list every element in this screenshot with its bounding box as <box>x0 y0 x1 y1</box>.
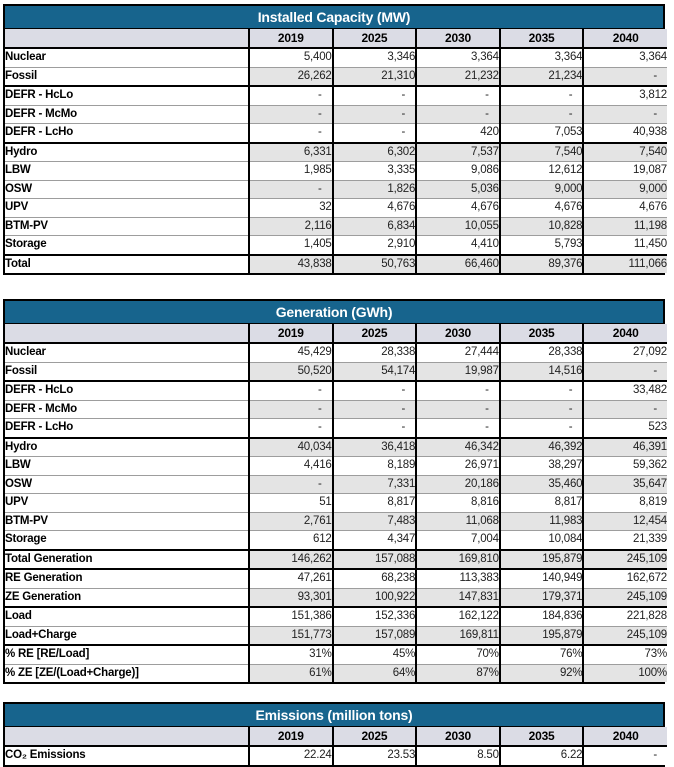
installed-capacity-table <box>3 4 665 275</box>
corner-cell <box>5 29 249 48</box>
data-cell: 11,983 <box>500 512 584 531</box>
data-cell: 4,676 <box>333 199 417 218</box>
data-cell: 195,879 <box>500 626 584 645</box>
table-row <box>5 512 667 531</box>
row-label: ZE Generation <box>5 588 249 607</box>
row-group <box>5 607 667 645</box>
data-cell: 31% <box>249 645 333 664</box>
data-cell: - <box>249 475 333 494</box>
data-cell: 46,392 <box>500 438 584 457</box>
row-group <box>5 343 667 381</box>
row-label: Load <box>5 607 249 626</box>
data-cell: 28,338 <box>333 343 417 362</box>
data-cell: 4,676 <box>416 199 500 218</box>
data-cell: - <box>249 105 333 124</box>
data-cell: 4,676 <box>500 199 584 218</box>
data-cell: 2,761 <box>249 512 333 531</box>
data-cell: 89,376 <box>500 255 584 274</box>
year-header: 2040 <box>583 324 667 343</box>
data-cell: 51 <box>249 494 333 513</box>
table-row <box>5 400 667 419</box>
data-cell: 50,520 <box>249 362 333 381</box>
data-cell: 9,000 <box>500 180 584 199</box>
data-cell: 21,232 <box>416 67 500 86</box>
data-cell: 11,198 <box>583 217 667 236</box>
row-label: BTM-PV <box>5 217 249 236</box>
row-label: % RE [RE/Load] <box>5 645 249 664</box>
data-cell: 64% <box>333 664 417 682</box>
row-group <box>5 746 667 765</box>
data-cell: 5,400 <box>249 48 333 67</box>
data-cell: 8.50 <box>416 746 500 765</box>
row-label: % ZE [ZE/(Load+Charge)] <box>5 664 249 682</box>
table-row <box>5 162 667 181</box>
data-cell: - <box>416 105 500 124</box>
data-cell: 7,053 <box>500 124 584 143</box>
data-cell: 66,460 <box>416 255 500 274</box>
data-cell: - <box>500 86 584 105</box>
corner-cell <box>5 727 249 746</box>
data-cell: 6.22 <box>500 746 584 765</box>
row-label: DEFR - McMo <box>5 105 249 124</box>
table-row <box>5 143 667 162</box>
data-cell: 45,429 <box>249 343 333 362</box>
data-cell: 54,174 <box>333 362 417 381</box>
data-cell: - <box>583 67 667 86</box>
data-cell: 92% <box>500 664 584 682</box>
data-cell: - <box>583 362 667 381</box>
data-cell: 179,371 <box>500 588 584 607</box>
data-cell: 221,828 <box>583 607 667 626</box>
data-cell: 151,386 <box>249 607 333 626</box>
table-row <box>5 569 667 588</box>
table-row <box>5 124 667 143</box>
data-cell: 43,838 <box>249 255 333 274</box>
data-cell: 7,331 <box>333 475 417 494</box>
row-label: UPV <box>5 494 249 513</box>
data-cell: 152,336 <box>333 607 417 626</box>
data-cell: 12,612 <box>500 162 584 181</box>
row-label: Nuclear <box>5 48 249 67</box>
data-cell: 162,672 <box>583 569 667 588</box>
data-cell: - <box>416 381 500 400</box>
generation-grid <box>5 324 667 682</box>
data-cell: 35,460 <box>500 475 584 494</box>
row-label: OSW <box>5 475 249 494</box>
data-cell: - <box>333 105 417 124</box>
data-cell: 59,362 <box>583 457 667 476</box>
year-header: 2035 <box>500 727 584 746</box>
data-cell: 93,301 <box>249 588 333 607</box>
data-cell: - <box>583 400 667 419</box>
data-cell: - <box>333 381 417 400</box>
data-cell: 40,938 <box>583 124 667 143</box>
data-cell: 21,339 <box>583 531 667 550</box>
data-cell: 6,834 <box>333 217 417 236</box>
row-label: DEFR - LcHo <box>5 419 249 438</box>
data-cell: 22.24 <box>249 746 333 765</box>
data-cell: 3,335 <box>333 162 417 181</box>
data-cell: 113,383 <box>416 569 500 588</box>
data-cell: 11,450 <box>583 236 667 255</box>
data-cell: 523 <box>583 419 667 438</box>
data-cell: 19,087 <box>583 162 667 181</box>
data-cell: 26,262 <box>249 67 333 86</box>
row-group <box>5 645 667 682</box>
data-cell: 27,444 <box>416 343 500 362</box>
data-cell: 100,922 <box>333 588 417 607</box>
emissions-grid <box>5 727 667 765</box>
data-cell: 50,763 <box>333 255 417 274</box>
table-row <box>5 550 667 570</box>
data-cell: 10,828 <box>500 217 584 236</box>
data-cell: 20,186 <box>416 475 500 494</box>
data-cell: 1,405 <box>249 236 333 255</box>
data-cell: 38,297 <box>500 457 584 476</box>
data-cell: 21,310 <box>333 67 417 86</box>
data-cell: 195,879 <box>500 550 584 570</box>
data-cell: 73% <box>583 645 667 664</box>
row-label: Storage <box>5 236 249 255</box>
row-label: Load+Charge <box>5 626 249 645</box>
data-cell: 3,346 <box>333 48 417 67</box>
table-row <box>5 531 667 550</box>
data-cell: 21,234 <box>500 67 584 86</box>
row-label: Storage <box>5 531 249 550</box>
data-cell: 9,086 <box>416 162 500 181</box>
data-cell: 32 <box>249 199 333 218</box>
data-cell: 140,949 <box>500 569 584 588</box>
data-cell: 8,817 <box>333 494 417 513</box>
data-cell: 147,831 <box>416 588 500 607</box>
table-row <box>5 381 667 400</box>
installed-capacity-title: Installed Capacity (MW) <box>5 6 663 29</box>
data-cell: 7,483 <box>333 512 417 531</box>
table-row <box>5 494 667 513</box>
data-cell: 5,036 <box>416 180 500 199</box>
year-header-row <box>5 324 667 343</box>
table-row <box>5 67 667 86</box>
row-group <box>5 381 667 438</box>
table-row <box>5 236 667 255</box>
data-cell: 2,116 <box>249 217 333 236</box>
data-cell: - <box>500 400 584 419</box>
data-cell: 157,088 <box>333 550 417 570</box>
row-label: Hydro <box>5 438 249 457</box>
data-cell: - <box>416 419 500 438</box>
data-cell: 47,261 <box>249 569 333 588</box>
year-header: 2030 <box>416 727 500 746</box>
row-label: LBW <box>5 457 249 476</box>
year-header: 2019 <box>249 324 333 343</box>
data-cell: - <box>500 381 584 400</box>
data-cell: 2,910 <box>333 236 417 255</box>
year-header-row <box>5 727 667 746</box>
data-cell: 612 <box>249 531 333 550</box>
data-cell: 1,826 <box>333 180 417 199</box>
generation-table <box>3 299 665 684</box>
table-row <box>5 746 667 765</box>
data-cell: 35,647 <box>583 475 667 494</box>
data-cell: - <box>249 124 333 143</box>
data-cell: 245,109 <box>583 588 667 607</box>
data-cell: - <box>249 400 333 419</box>
data-cell: - <box>416 86 500 105</box>
data-cell: 12,454 <box>583 512 667 531</box>
table-row <box>5 419 667 438</box>
year-header: 2025 <box>333 727 417 746</box>
data-cell: 87% <box>416 664 500 682</box>
year-header: 2040 <box>583 727 667 746</box>
table-row <box>5 180 667 199</box>
year-header: 2025 <box>333 29 417 48</box>
year-header: 2030 <box>416 324 500 343</box>
data-cell: 4,676 <box>583 199 667 218</box>
data-cell: 184,836 <box>500 607 584 626</box>
row-group <box>5 48 667 86</box>
row-group <box>5 255 667 274</box>
data-cell: 8,819 <box>583 494 667 513</box>
data-cell: 23.53 <box>333 746 417 765</box>
row-label: DEFR - HcLo <box>5 381 249 400</box>
table-row <box>5 362 667 381</box>
corner-cell <box>5 324 249 343</box>
data-cell: 9,000 <box>583 180 667 199</box>
data-cell: 245,109 <box>583 550 667 570</box>
year-header: 2019 <box>249 727 333 746</box>
year-header: 2030 <box>416 29 500 48</box>
data-cell: - <box>249 180 333 199</box>
table-row <box>5 664 667 682</box>
installed-capacity-grid <box>5 29 667 273</box>
data-cell: 61% <box>249 664 333 682</box>
emissions-table <box>3 702 665 767</box>
data-cell: 8,816 <box>416 494 500 513</box>
table-row <box>5 105 667 124</box>
row-label: RE Generation <box>5 569 249 588</box>
row-group <box>5 143 667 255</box>
data-cell: 10,084 <box>500 531 584 550</box>
data-cell: - <box>333 400 417 419</box>
emissions-title: Emissions (million tons) <box>5 704 663 727</box>
data-cell: 46,342 <box>416 438 500 457</box>
data-cell: 33,482 <box>583 381 667 400</box>
data-cell: 4,347 <box>333 531 417 550</box>
data-cell: 7,004 <box>416 531 500 550</box>
data-cell: 76% <box>500 645 584 664</box>
year-header: 2035 <box>500 29 584 48</box>
data-cell: 1,985 <box>249 162 333 181</box>
data-cell: - <box>583 746 667 765</box>
data-cell: - <box>416 400 500 419</box>
data-cell: 7,540 <box>583 143 667 162</box>
data-cell: - <box>500 105 584 124</box>
year-header: 2035 <box>500 324 584 343</box>
data-cell: - <box>333 86 417 105</box>
year-header: 2025 <box>333 324 417 343</box>
table-row <box>5 48 667 67</box>
table-row <box>5 457 667 476</box>
data-cell: - <box>249 381 333 400</box>
row-label: LBW <box>5 162 249 181</box>
data-cell: 6,302 <box>333 143 417 162</box>
data-cell: 7,540 <box>500 143 584 162</box>
data-cell: 3,364 <box>583 48 667 67</box>
data-cell: 19,987 <box>416 362 500 381</box>
row-label: DEFR - HcLo <box>5 86 249 105</box>
data-cell: - <box>500 419 584 438</box>
data-cell: 169,811 <box>416 626 500 645</box>
data-cell: 28,338 <box>500 343 584 362</box>
row-label: Hydro <box>5 143 249 162</box>
data-cell: 7,537 <box>416 143 500 162</box>
table-row <box>5 255 667 274</box>
data-cell: 100% <box>583 664 667 682</box>
row-label: Fossil <box>5 362 249 381</box>
data-cell: 157,089 <box>333 626 417 645</box>
data-cell: 4,410 <box>416 236 500 255</box>
row-label: Nuclear <box>5 343 249 362</box>
row-group <box>5 438 667 550</box>
data-cell: 40,034 <box>249 438 333 457</box>
table-row <box>5 86 667 105</box>
data-cell: 70% <box>416 645 500 664</box>
data-cell: 111,066 <box>583 255 667 274</box>
data-cell: 46,391 <box>583 438 667 457</box>
row-label: UPV <box>5 199 249 218</box>
data-cell: 14,516 <box>500 362 584 381</box>
data-cell: - <box>249 86 333 105</box>
table-row <box>5 645 667 664</box>
data-cell: 5,793 <box>500 236 584 255</box>
generation-title: Generation (GWh) <box>5 301 663 324</box>
row-label: BTM-PV <box>5 512 249 531</box>
data-cell: 27,092 <box>583 343 667 362</box>
data-cell: 36,418 <box>333 438 417 457</box>
data-cell: 11,068 <box>416 512 500 531</box>
data-cell: 26,971 <box>416 457 500 476</box>
row-label: DEFR - LcHo <box>5 124 249 143</box>
table-row <box>5 607 667 626</box>
data-cell: 8,817 <box>500 494 584 513</box>
data-cell: 3,812 <box>583 86 667 105</box>
row-group <box>5 569 667 607</box>
data-cell: - <box>333 419 417 438</box>
data-cell: 3,364 <box>416 48 500 67</box>
data-cell: 162,122 <box>416 607 500 626</box>
row-label: Total Generation <box>5 550 249 570</box>
data-cell: 8,189 <box>333 457 417 476</box>
data-cell: 146,262 <box>249 550 333 570</box>
row-group <box>5 86 667 143</box>
table-row <box>5 438 667 457</box>
data-cell: 3,364 <box>500 48 584 67</box>
data-cell: 245,109 <box>583 626 667 645</box>
row-label: DEFR - McMo <box>5 400 249 419</box>
row-label: Fossil <box>5 67 249 86</box>
row-label: OSW <box>5 180 249 199</box>
data-cell: 420 <box>416 124 500 143</box>
table-row <box>5 588 667 607</box>
data-cell: - <box>333 124 417 143</box>
table-row <box>5 199 667 218</box>
data-cell: 169,810 <box>416 550 500 570</box>
table-row <box>5 343 667 362</box>
row-group <box>5 550 667 570</box>
data-cell: - <box>249 419 333 438</box>
year-header: 2040 <box>583 29 667 48</box>
data-cell: 6,331 <box>249 143 333 162</box>
data-cell: 45% <box>333 645 417 664</box>
year-header-row <box>5 29 667 48</box>
data-cell: 4,416 <box>249 457 333 476</box>
table-row <box>5 217 667 236</box>
row-label: CO₂ Emissions <box>5 746 249 765</box>
data-cell: 68,238 <box>333 569 417 588</box>
data-cell: - <box>583 105 667 124</box>
table-row <box>5 626 667 645</box>
year-header: 2019 <box>249 29 333 48</box>
row-label: Total <box>5 255 249 274</box>
table-row <box>5 475 667 494</box>
data-cell: 151,773 <box>249 626 333 645</box>
data-cell: 10,055 <box>416 217 500 236</box>
